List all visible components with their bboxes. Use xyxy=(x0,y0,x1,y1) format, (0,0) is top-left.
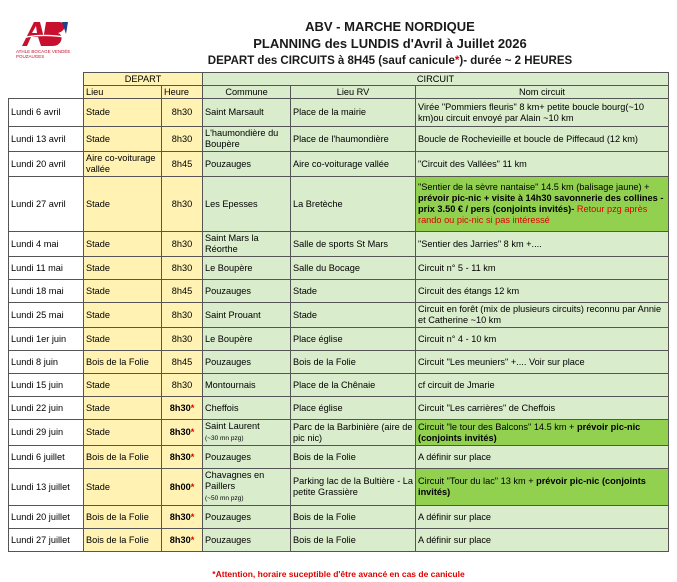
row-lieu: Stade xyxy=(84,99,162,127)
row-lieu-rv: Parking lac de la Bultière - La petite Grassière xyxy=(291,469,416,506)
row-date: Lundi 18 mai xyxy=(9,280,84,303)
table-row xyxy=(9,127,669,152)
row-commune: Pouzauges xyxy=(203,446,291,469)
row-lieu: Stade xyxy=(84,257,162,280)
row-lieu-rv: Place de la Chênaie xyxy=(291,374,416,397)
row-lieu: Stade xyxy=(84,420,162,446)
row-commune: Le Boupère xyxy=(203,328,291,351)
table-row xyxy=(9,303,669,328)
row-date: Lundi 20 avril xyxy=(9,152,84,177)
abv-logo xyxy=(16,18,72,62)
canicule-star: * xyxy=(190,402,195,413)
circuit-picnic-note: prévoir pic-nic (conjoints invités) xyxy=(418,421,641,443)
canicule-star: * xyxy=(190,534,195,545)
row-date: Lundi 25 mai xyxy=(9,303,84,328)
row-lieu-rv: Bois de la Folie xyxy=(291,446,416,469)
row-nom-circuit: cf circuit de Jmarie xyxy=(416,374,669,397)
row-lieu-rv: Place église xyxy=(291,397,416,420)
row-heure: 8h45 xyxy=(162,152,203,177)
table-row xyxy=(9,446,669,469)
commune-travel-time: (~30 mn pzg) xyxy=(205,435,244,442)
row-heure: 8h30 xyxy=(162,127,203,152)
row-nom-circuit: "Circuit des Vallées" 11 km xyxy=(416,152,669,177)
row-lieu-rv: Place de la mairie xyxy=(291,99,416,127)
col-heure: Heure xyxy=(162,86,203,99)
row-lieu: Bois de la Folie xyxy=(84,529,162,552)
row-commune: L'haumondière du Boupère xyxy=(203,127,291,152)
circuit-picnic-note: prévoir pic-nic + visite à 14h30 savonnerie des collines - prix 3.50 € / pers (conjoints invités) xyxy=(418,193,664,214)
row-commune: Montournais xyxy=(203,374,291,397)
row-commune: Pouzauges xyxy=(203,529,291,552)
footnote: *Attention, horaire suceptible d'être avancé en cas de canicule xyxy=(212,569,465,579)
row-heure xyxy=(162,420,203,446)
table-row xyxy=(9,506,669,529)
table-row xyxy=(9,152,669,177)
row-nom-circuit: Circuit "Les carrières" de Cheffois xyxy=(416,397,669,420)
row-commune: Le Boupère xyxy=(203,257,291,280)
row-lieu-rv: Aire co-voiturage vallée xyxy=(291,152,416,177)
row-heure: 8h30 xyxy=(162,232,203,257)
row-commune: Pouzauges xyxy=(203,506,291,529)
row-date: Lundi 13 juillet xyxy=(9,469,84,506)
row-heure xyxy=(162,529,203,552)
row-commune: Saint Marsault xyxy=(203,99,291,127)
commune-travel-time: (~50 mn pzg) xyxy=(205,495,244,502)
table-row xyxy=(9,420,669,446)
row-lieu-rv: La Bretèche xyxy=(291,177,416,232)
heure-value: 8h30 xyxy=(169,451,191,462)
circuit-name: Circuit "le tour des Balcons" 14.5 km + xyxy=(418,421,577,432)
row-date: Lundi 13 avril xyxy=(9,127,84,152)
row-nom-circuit: "Sentier des Jarries" 8 km +.... xyxy=(416,232,669,257)
row-lieu: Stade xyxy=(84,303,162,328)
row-lieu: Stade xyxy=(84,127,162,152)
row-nom-circuit: Virée "Pommiers fleuris" 8 km+ petite boucle bourg(~10 km)ou circuit envoyé par Alain ~10 km xyxy=(416,99,669,127)
heure-value: 8h30 xyxy=(169,402,191,413)
row-lieu: Stade xyxy=(84,469,162,506)
row-nom-circuit: Circuit des étangs 12 km xyxy=(416,280,669,303)
row-commune: Pouzauges xyxy=(203,351,291,374)
row-date: Lundi 27 avril xyxy=(9,177,84,232)
row-commune xyxy=(203,420,291,446)
row-lieu: Stade xyxy=(84,232,162,257)
row-lieu-rv: Bois de la Folie xyxy=(291,529,416,552)
canicule-star: * xyxy=(190,511,195,522)
table-row xyxy=(9,374,669,397)
row-lieu: Stade xyxy=(84,280,162,303)
row-commune: Pouzauges xyxy=(203,280,291,303)
row-commune: Cheffois xyxy=(203,397,291,420)
row-commune: Les Epesses xyxy=(203,177,291,232)
row-date: Lundi 6 avril xyxy=(9,99,84,127)
row-lieu-rv: Salle du Bocage xyxy=(291,257,416,280)
table-row xyxy=(9,232,669,257)
column-header-row xyxy=(9,86,669,99)
row-commune xyxy=(203,469,291,506)
row-heure: 8h30 xyxy=(162,177,203,232)
row-heure: 8h30 xyxy=(162,374,203,397)
row-lieu: Stade xyxy=(84,374,162,397)
row-heure: 8h45 xyxy=(162,351,203,374)
row-lieu: Bois de la Folie xyxy=(84,506,162,529)
canicule-star: * xyxy=(190,427,195,437)
row-heure xyxy=(162,397,203,420)
row-lieu: Bois de la Folie xyxy=(84,351,162,374)
row-heure: 8h30 xyxy=(162,328,203,351)
row-date: Lundi 1er juin xyxy=(9,328,84,351)
commune-name: Chavagnes en Paillers xyxy=(205,470,265,491)
planning-table xyxy=(8,72,669,552)
logo-subtitle: ATHLE BOCAGE VENDÉE POUZAUGES xyxy=(16,49,71,59)
col-commune: Commune xyxy=(203,86,291,99)
table-row xyxy=(9,469,669,506)
group-header-row xyxy=(9,73,669,86)
table-row xyxy=(9,99,669,127)
row-date: Lundi 11 mai xyxy=(9,257,84,280)
row-nom-circuit xyxy=(416,177,669,232)
abv-logo-mark xyxy=(16,18,72,48)
canicule-star: * xyxy=(190,481,195,492)
row-heure xyxy=(162,469,203,506)
row-lieu: Stade xyxy=(84,397,162,420)
row-lieu-rv: Bois de la Folie xyxy=(291,351,416,374)
row-nom-circuit xyxy=(416,469,669,506)
departure-info: DEPART des CIRCUITS à 8H45 (sauf canicule*)- durée ~ 2 HEURES xyxy=(207,55,573,67)
row-date: Lundi 6 juillet xyxy=(9,446,84,469)
row-nom-circuit: A définir sur place xyxy=(416,529,669,552)
row-commune: Saint Prouant xyxy=(203,303,291,328)
heure-value: 8h30 xyxy=(169,534,191,545)
row-heure: 8h30 xyxy=(162,257,203,280)
table-row xyxy=(9,257,669,280)
row-date: Lundi 4 mai xyxy=(9,232,84,257)
row-lieu-rv: Parc de la Barbinière (aire de pic nic) xyxy=(291,420,416,446)
row-lieu-rv: Place de l'haumondière xyxy=(291,127,416,152)
row-lieu: Aire co-voiturage vallée xyxy=(84,152,162,177)
circuit-picnic-note: prévoir pic-nic (conjoints invités) xyxy=(418,476,646,497)
circuit-group-header: CIRCUIT xyxy=(203,73,669,86)
row-date: Lundi 27 juillet xyxy=(9,529,84,552)
row-nom-circuit xyxy=(416,420,669,446)
col-lieu: Lieu xyxy=(84,86,162,99)
row-heure xyxy=(162,446,203,469)
table-row xyxy=(9,351,669,374)
circuit-name: "Sentier de la sèvre nantaise" 14.5 km (balisage jaune) + xyxy=(418,182,650,192)
row-heure: 8h30 xyxy=(162,99,203,127)
row-commune: Pouzauges xyxy=(203,152,291,177)
row-date: Lundi 22 juin xyxy=(9,397,84,420)
row-date: Lundi 15 juin xyxy=(9,374,84,397)
page-title: ABV - MARCHE NORDIQUE xyxy=(305,19,475,34)
row-lieu-rv: Place église xyxy=(291,328,416,351)
commune-name: Saint Laurent xyxy=(205,421,260,431)
table-row xyxy=(9,280,669,303)
row-lieu-rv: Stade xyxy=(291,280,416,303)
row-lieu-rv: Bois de la Folie xyxy=(291,506,416,529)
row-nom-circuit: A définir sur place xyxy=(416,506,669,529)
col-lieu-rv: Lieu RV xyxy=(291,86,416,99)
row-lieu: Stade xyxy=(84,328,162,351)
row-lieu-rv: Salle de sports St Mars xyxy=(291,232,416,257)
row-nom-circuit: Circuit "Les meuniers" +.... Voir sur place xyxy=(416,351,669,374)
heure-value: 8h30 xyxy=(169,511,191,522)
row-heure: 8h45 xyxy=(162,280,203,303)
canicule-star: * xyxy=(190,451,195,462)
row-commune: Saint Mars la Réorthe xyxy=(203,232,291,257)
circuit-return-note: Retour pzg après rando ou pic-nic si pas intéressé xyxy=(418,204,648,225)
table-row xyxy=(9,328,669,351)
row-lieu-rv: Stade xyxy=(291,303,416,328)
row-lieu: Stade xyxy=(84,177,162,232)
row-date: Lundi 29 juin xyxy=(9,420,84,446)
col-nom-circuit: Nom circuit xyxy=(416,86,669,99)
row-nom-circuit: Circuit en forêt (mix de plusieurs circuits) reconnu par Annie et Catherine ~10 km xyxy=(416,303,669,328)
table-row xyxy=(9,177,669,232)
row-heure: 8h30 xyxy=(162,303,203,328)
heure-value: 8h00 xyxy=(169,481,191,492)
heure-value: 8h30 xyxy=(169,427,191,437)
row-nom-circuit: A définir sur place xyxy=(416,446,669,469)
row-lieu: Bois de la Folie xyxy=(84,446,162,469)
table-row xyxy=(9,529,669,552)
row-date: Lundi 20 juillet xyxy=(9,506,84,529)
circuit-separator: - xyxy=(571,204,577,214)
row-date: Lundi 8 juin xyxy=(9,351,84,374)
row-nom-circuit: Circuit n° 4 - 10 km xyxy=(416,328,669,351)
circuit-name: Circuit "Tour du lac" 13 km + xyxy=(418,476,537,486)
depart-group-header: DEPART xyxy=(84,73,203,86)
row-heure xyxy=(162,506,203,529)
row-nom-circuit: Circuit n° 5 - 11 km xyxy=(416,257,669,280)
table-row xyxy=(9,397,669,420)
row-nom-circuit: Boucle de Rochevieille et boucle de Piffecaud (12 km) xyxy=(416,127,669,152)
page-subtitle: PLANNING des LUNDIS d'Avril à Juillet 2026 xyxy=(253,36,527,51)
